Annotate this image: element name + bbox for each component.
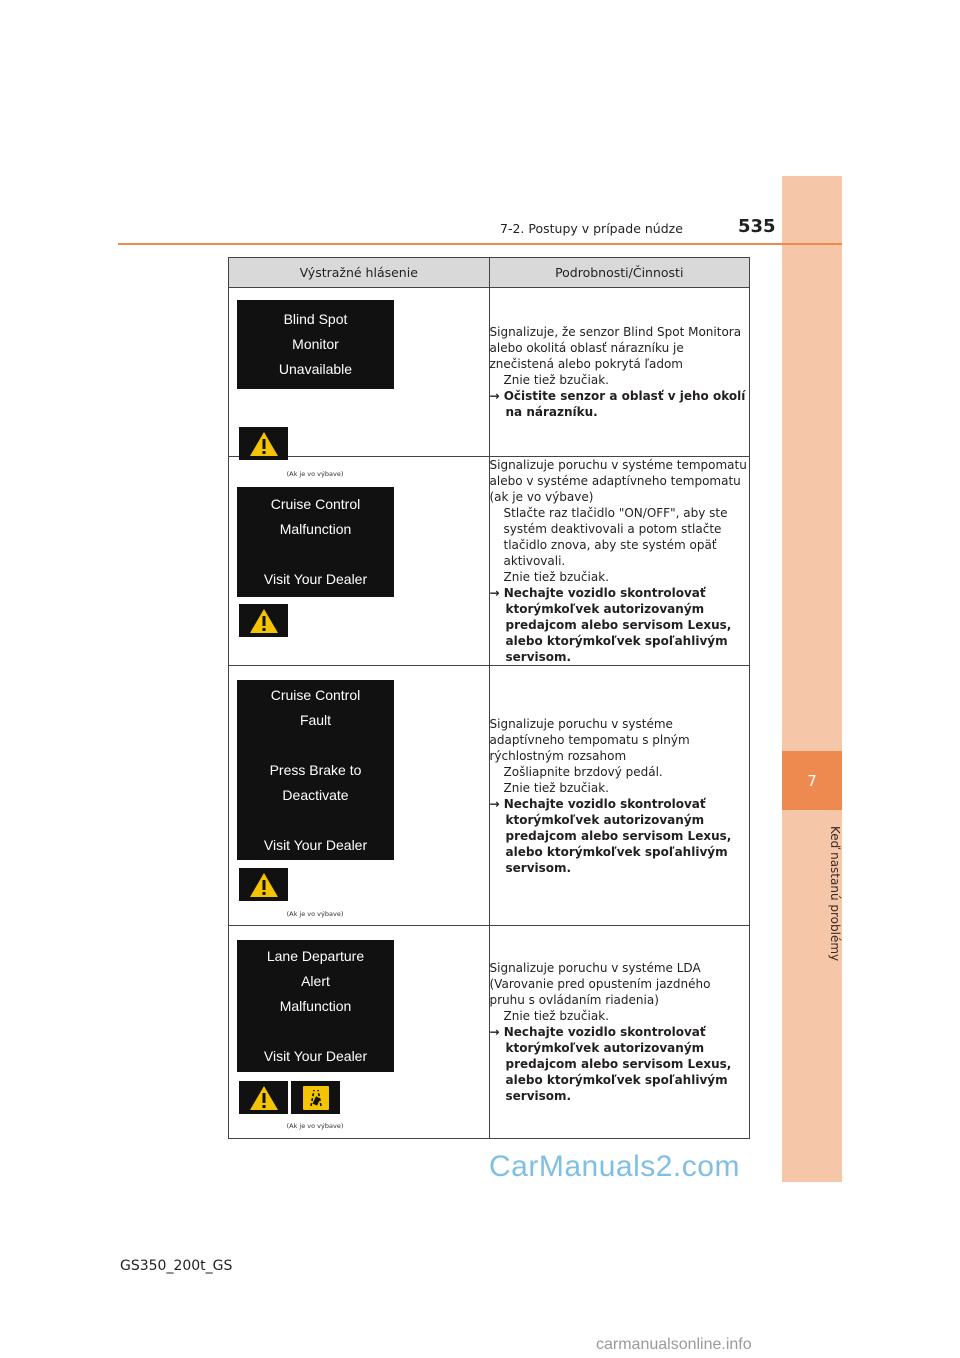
chapter-number: 7 xyxy=(782,751,842,810)
display-line: Unavailable xyxy=(278,361,353,377)
column-header-message: Výstražné hlásenie xyxy=(229,258,490,288)
display-line: Deactivate xyxy=(282,787,349,803)
warning-display xyxy=(237,940,394,1072)
message-cell xyxy=(229,457,490,666)
details-text: Stlačte raz tlačidlo "ON/OFF", aby ste systém deaktivovali a potom stlačte tlačidlo znova, aby ste systém opäť aktivovali. xyxy=(503,506,728,568)
details-text: Znie tiež bzučiak. xyxy=(503,570,609,584)
lane-departure-icon xyxy=(291,1081,340,1114)
details-text: Znie tiež bzučiak. xyxy=(503,780,609,795)
display-line: Malfunction xyxy=(279,521,352,537)
display-line: Monitor xyxy=(292,336,339,352)
details-cell xyxy=(489,288,750,457)
display-line: Press Brake to xyxy=(269,762,362,778)
action-text: → Nechajte vozidlo skontrolovať ktorýmkoľvek autorizovaným predajcom alebo servisom Lexus, alebo ktorýmkoľvek spoľahlivým servisom. xyxy=(489,796,732,875)
table-row xyxy=(229,288,750,457)
details-cell xyxy=(489,457,750,666)
option-note: (Ak je vo výbave) xyxy=(286,910,344,918)
details-cell xyxy=(489,926,750,1139)
message-cell xyxy=(229,288,490,478)
model-code: GS350_200t_GS xyxy=(120,1258,233,1274)
details-text: Zošliapnite brzdový pedál. xyxy=(503,764,663,779)
table-header-row xyxy=(229,258,750,288)
display-line: Blind Spot xyxy=(283,311,348,327)
watermark-carmanualsonline: carmanualsonline.info xyxy=(596,1336,752,1353)
action-text: → Nechajte vozidlo skontrolovať ktorýmkoľvek autorizovaným predajcom alebo servisom Lexus, alebo ktorýmkoľvek spoľahlivým servisom. xyxy=(489,586,732,664)
option-note: (Ak je vo výbave) xyxy=(286,1122,344,1130)
details-text: Signalizuje poruchu v systéme tempomatu alebo v systéme adaptívneho tempomatu (ak je vo výbave) xyxy=(489,458,747,504)
warning-triangle-icon xyxy=(239,1081,288,1114)
section-title: 7-2. Postupy v prípade núdze xyxy=(500,221,683,236)
details-text: Znie tiež bzučiak. xyxy=(503,373,609,387)
display-line: Visit Your Dealer xyxy=(263,837,368,853)
action-text: → Nechajte vozidlo skontrolovať ktorýmkoľvek autorizovaným predajcom alebo servisom Lexus, alebo ktorýmkoľvek spoľahlivým servisom. xyxy=(489,1025,732,1103)
page-number: 535 xyxy=(738,216,776,237)
warning-triangle-icon xyxy=(239,868,288,901)
details-text: Signalizuje, že senzor Blind Spot Monitora alebo okolitá oblasť nárazníku je znečistená alebo pokrytá ľadom xyxy=(489,325,742,371)
warning-messages-table xyxy=(228,257,750,1139)
display-line: Malfunction xyxy=(279,998,352,1014)
table-row xyxy=(229,457,750,666)
display-line: Cruise Control xyxy=(270,496,361,512)
details-cell xyxy=(489,666,750,926)
display-line: Lane Departure xyxy=(266,948,365,964)
details-text: Signalizuje poruchu v systéme LDA (Varovanie pred opustením jazdného pruhu s ovládaním riadenia) xyxy=(489,961,711,1007)
table-row xyxy=(229,666,750,926)
action-text: → Očistite senzor a oblasť v jeho okolí na nárazníku. xyxy=(489,389,746,419)
display-line: Alert xyxy=(301,973,330,989)
header-rule xyxy=(118,243,842,245)
chapter-side-tab xyxy=(782,176,842,1182)
display-line: Visit Your Dealer xyxy=(263,1048,368,1064)
warning-display xyxy=(237,487,394,597)
display-line: Visit Your Dealer xyxy=(263,571,368,587)
warning-triangle-icon xyxy=(239,604,288,637)
column-header-details: Podrobnosti/Činnosti xyxy=(489,258,750,288)
details-text: Signalizuje poruchu v systéme adaptívneho tempomatu s plným rýchlostným rozsahom xyxy=(489,716,690,763)
warning-display xyxy=(237,680,394,860)
display-line: Cruise Control xyxy=(270,687,361,703)
warning-display xyxy=(237,300,394,389)
warning-triangle-icon xyxy=(239,427,288,460)
chapter-label: Keď nastanú problémy xyxy=(828,826,842,962)
display-line: Fault xyxy=(299,712,332,728)
message-cell xyxy=(229,666,490,926)
message-cell xyxy=(229,926,490,1139)
table-row xyxy=(229,926,750,1139)
details-text: Znie tiež bzučiak. xyxy=(503,1009,609,1023)
option-note: (Ak je vo výbave) xyxy=(286,470,344,478)
watermark-carmanuals2: CarManuals2.com xyxy=(489,1150,740,1183)
